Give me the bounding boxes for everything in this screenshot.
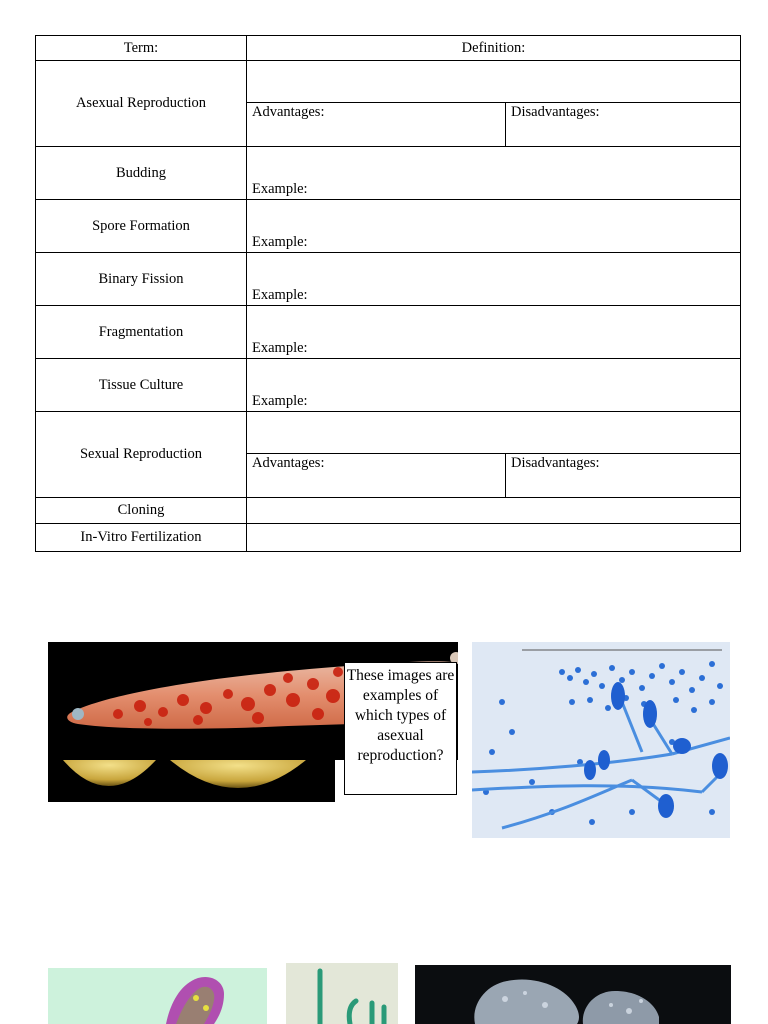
mold-micrograph xyxy=(472,642,730,838)
question-box: These images are examples of which types of asexual reproduction? xyxy=(344,662,457,795)
term-ivf: In-Vitro Fertilization xyxy=(36,524,247,552)
example-label: Example: xyxy=(252,340,308,356)
definition-blank[interactable] xyxy=(247,412,740,454)
amoeba-drawing xyxy=(48,968,267,1024)
table-row xyxy=(36,498,741,524)
budding-illustration xyxy=(48,760,335,802)
term-spore-formation: Spore Formation xyxy=(36,200,247,253)
table-row xyxy=(36,524,741,552)
table-row xyxy=(36,147,741,200)
table-row xyxy=(36,61,741,147)
definition-cell-budding[interactable] xyxy=(247,147,741,200)
definition-cell-asexual[interactable] xyxy=(247,61,741,147)
disadvantages-cell[interactable] xyxy=(506,454,605,497)
cell-cluster-drawing xyxy=(415,965,731,1024)
definition-cell-sexual[interactable] xyxy=(247,412,741,498)
definitions-table xyxy=(35,35,741,552)
table-row xyxy=(36,412,741,498)
term-asexual-reproduction: Asexual Reproduction xyxy=(36,61,247,147)
disadvantages-cell[interactable] xyxy=(506,103,605,146)
advantages-cell[interactable] xyxy=(247,454,506,497)
term-cloning: Cloning xyxy=(36,498,247,524)
advantages-label: Advantages: xyxy=(252,104,325,120)
term-binary-fission: Binary Fission xyxy=(36,253,247,306)
penicillium-illustration xyxy=(472,642,730,838)
table-row xyxy=(36,306,741,359)
example-label: Example: xyxy=(252,181,308,197)
table-row xyxy=(36,359,741,412)
disadvantages-label: Disadvantages: xyxy=(511,104,600,120)
definition-header: Definition: xyxy=(247,36,741,61)
example-label: Example: xyxy=(252,287,308,303)
green-mold-photo xyxy=(286,963,398,1024)
table-row xyxy=(36,253,741,306)
term-fragmentation: Fragmentation xyxy=(36,306,247,359)
amoeba-illustration xyxy=(48,968,267,1024)
sporangia-drawing xyxy=(286,963,398,1024)
disadvantages-label: Disadvantages: xyxy=(511,455,600,471)
term-sexual-reproduction: Sexual Reproduction xyxy=(36,412,247,498)
table-header-row xyxy=(36,36,741,61)
definition-cell-spore[interactable] xyxy=(247,200,741,253)
definition-cell-binary[interactable] xyxy=(247,253,741,306)
term-budding: Budding xyxy=(36,147,247,200)
definition-cell-fragmentation[interactable] xyxy=(247,306,741,359)
example-label: Example: xyxy=(252,393,308,409)
definition-cell-cloning[interactable] xyxy=(247,498,741,524)
definition-cell-ivf[interactable] xyxy=(247,524,741,552)
advantages-label: Advantages: xyxy=(252,455,325,471)
definition-cell-tissue[interactable] xyxy=(247,359,741,412)
term-tissue-culture: Tissue Culture xyxy=(36,359,247,412)
table-row xyxy=(36,200,741,253)
advantages-cell[interactable] xyxy=(247,103,506,146)
example-label: Example: xyxy=(252,234,308,250)
cell-micrograph xyxy=(415,965,731,1024)
term-header: Term: xyxy=(36,36,247,61)
budding-photo xyxy=(48,760,335,802)
definition-blank[interactable] xyxy=(247,61,740,103)
